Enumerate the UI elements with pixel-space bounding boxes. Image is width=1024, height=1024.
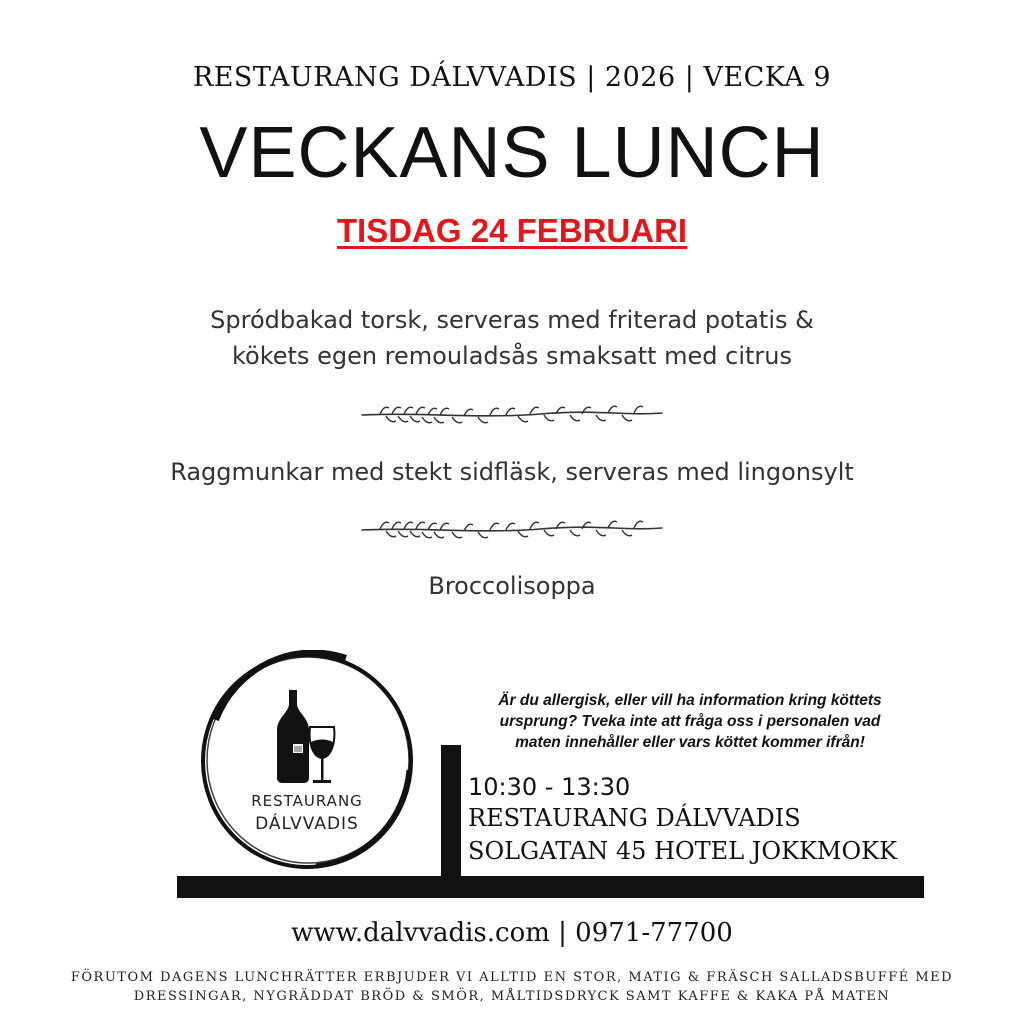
- page-title: VECKANS LUNCH: [199, 113, 825, 193]
- vertical-divider-bar: [441, 745, 461, 880]
- logo-line-1: RESTAURANG: [251, 792, 363, 810]
- wine-bottle-and-glass-icon: [277, 690, 334, 783]
- dish-3: Broccolisoppa: [428, 572, 596, 600]
- restaurant-address: SOLGATAN 45 HOTEL JOKKMOKK: [468, 837, 898, 865]
- dish-1-line-2: kökets egen remouladsås smaksatt med citrus: [231, 342, 793, 370]
- horizontal-divider-bar: [177, 876, 924, 898]
- leaf-divider-icon: [360, 515, 664, 545]
- contact-line: www.dalvvadis.com | 0971-77700: [291, 918, 733, 948]
- opening-hours: 10:30 - 13:30: [468, 773, 631, 801]
- dish-1-line-1: Spródbakad torsk, serveras med friterad potatis &: [210, 306, 814, 334]
- restaurant-logo: [196, 650, 418, 872]
- dish-1: [0, 302, 1024, 374]
- allergy-note: [472, 690, 908, 753]
- logo-line-2: DÁLVVADIS: [255, 814, 359, 834]
- dish-2: Raggmunkar med stekt sidfläsk, serveras med lingonsylt: [170, 458, 854, 486]
- footer-line-2: DRESSINGAR, NYGRÄDDAT BRÖD & SMÖR, MÅLTIDSDRYCK SAMT KAFFE & KAKA PÅ MATEN: [133, 989, 891, 1004]
- leaf-divider-icon: [360, 400, 664, 430]
- allergy-note-line-1: Är du allergisk, eller vill ha information kring köttets: [498, 692, 882, 709]
- allergy-note-line-3: maten innehåller eller vars köttet kommer ifrån!: [515, 734, 865, 751]
- footer-note: [0, 968, 1024, 1006]
- restaurant-name: RESTAURANG DÁLVVADIS: [468, 804, 801, 832]
- logo-text: [196, 792, 418, 834]
- allergy-note-line-2: ursprung? Tveka inte att fråga oss i personalen vad: [499, 713, 881, 730]
- header-top-line: RESTAURANG DÁLVVADIS | 2026 | VECKA 9: [192, 62, 832, 93]
- day-label: TISDAG 24 FEBRUARI: [336, 212, 688, 249]
- footer-line-1: FÖRUTOM DAGENS LUNCHRÄTTER ERBJUDER VI ALLTID EN STOR, MATIG & FRÄSCH SALLADSBUFFÉ MED: [70, 970, 954, 985]
